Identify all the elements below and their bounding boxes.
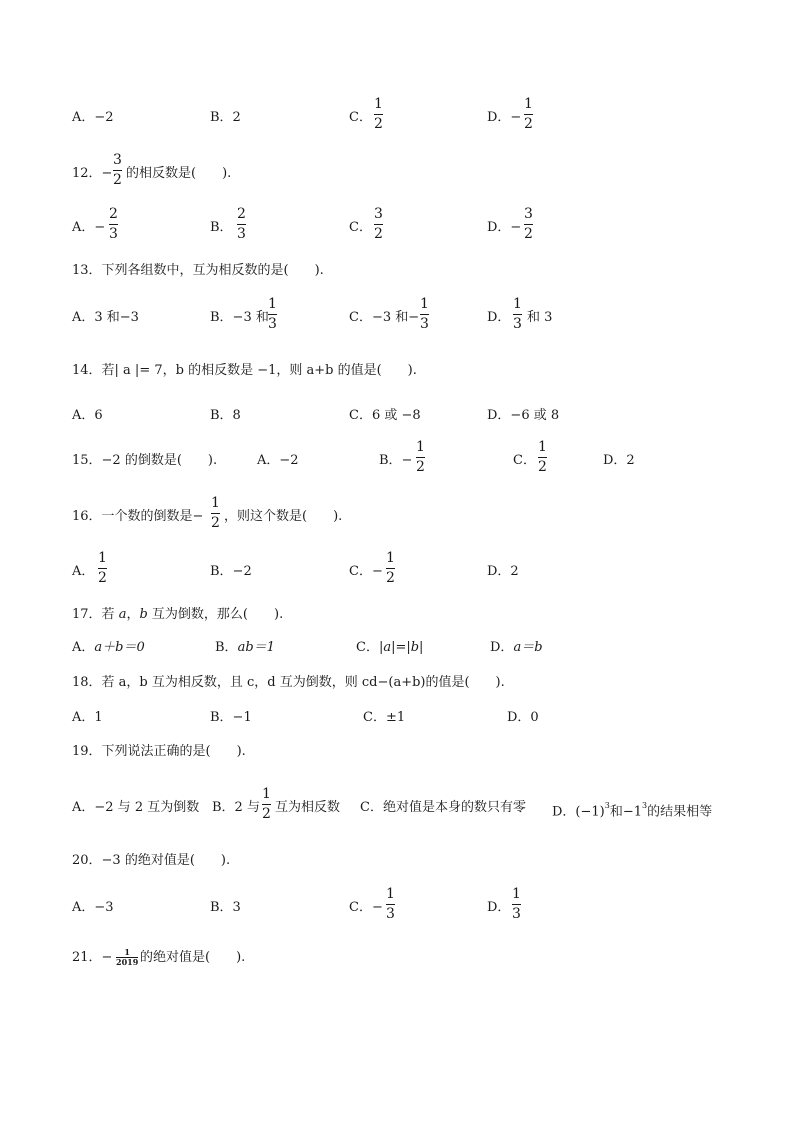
option-c: C．绝对值是本身的数只有零 <box>360 800 526 815</box>
question-number: 12．− <box>72 166 113 181</box>
question-text: 16．一个数的倒数是− <box>72 509 204 524</box>
option-b: B．8 <box>210 408 241 423</box>
q19-options <box>0 786 794 846</box>
fraction: 1 3 <box>512 886 521 922</box>
option-a: A．−2 <box>72 110 114 125</box>
q17-options <box>0 626 794 656</box>
option-d: D． <box>487 310 511 325</box>
q17-stem: 17．若 a，b 互为倒数，那么( ). <box>72 607 284 622</box>
fraction: 3 2 <box>524 206 533 242</box>
q21-stem <box>0 942 794 1002</box>
q14-stem: 14．若| a |= 7，b 的相反数是 −1，则 a+b 的值是( ). <box>72 363 417 378</box>
option-d: D．a＝b <box>490 640 543 655</box>
option-c: C． <box>349 110 372 125</box>
option-b: B．−2 <box>210 564 252 579</box>
q20-options <box>0 886 794 946</box>
option-c: C．|a|=|b| <box>356 640 424 655</box>
q14-options <box>0 394 794 424</box>
question-text: 的绝对值是( ). <box>140 950 246 965</box>
fraction: 2 3 <box>109 206 118 242</box>
option-b-tail: 互为相反数 <box>275 800 341 815</box>
option-b: B．−3 和 <box>210 310 269 325</box>
fraction: 1 2 <box>262 786 271 822</box>
option-c: C．±1 <box>363 710 406 725</box>
option-b: B．−1 <box>210 710 252 725</box>
fraction: 3 2 <box>113 152 122 188</box>
fraction: 1 2 <box>386 550 395 586</box>
option-a: A．−2 与 2 互为倒数 <box>72 800 200 815</box>
q12-options <box>0 206 794 266</box>
option-a: A．a＋b＝0 <box>72 640 145 655</box>
option-b: B．ab＝1 <box>215 640 275 655</box>
option-b: B．2 <box>210 110 241 125</box>
option-a: A．− <box>72 220 106 235</box>
fraction: 1 2 <box>416 439 425 475</box>
fraction: 1 3 <box>268 296 277 332</box>
question-text: ，则这个数是( ). <box>224 509 343 524</box>
option-b: B．3 <box>210 900 241 915</box>
q15-stem: 15．−2 的倒数是( ). <box>72 453 218 468</box>
fraction: 1 2019 <box>116 947 139 967</box>
option-a: A．−2 <box>257 453 299 468</box>
option-c: C．− <box>349 900 383 915</box>
q18-options <box>0 696 794 726</box>
option-a: A． <box>72 564 95 579</box>
option-b: B．− <box>379 453 413 468</box>
option-d: D．−6 或 8 <box>487 408 560 423</box>
option-a: A．3 和−3 <box>72 310 139 325</box>
option-c: C．6 或 −8 <box>349 408 421 423</box>
option-d-tail: 和 3 <box>527 310 553 325</box>
fraction: 2 3 <box>237 206 246 242</box>
q20-stem: 20．−3 的绝对值是( ). <box>72 853 231 868</box>
option-b: B．2 与 <box>212 800 260 815</box>
q11-options <box>0 96 794 156</box>
option-c: C． <box>349 220 372 235</box>
option-d: D． <box>487 900 511 915</box>
option-d: D．0 <box>507 710 539 725</box>
fraction: 1 2 <box>538 439 547 475</box>
option-d: D．− <box>487 110 522 125</box>
fraction: 1 2 <box>374 96 383 132</box>
option-c: C．− <box>349 564 383 579</box>
question-number: 21．− <box>72 950 113 965</box>
option-d: D．2 <box>603 453 635 468</box>
option-c: C．−3 和− <box>349 310 420 325</box>
option-d: D．− <box>487 220 522 235</box>
option-a: A．6 <box>72 408 103 423</box>
q15-line <box>0 439 794 499</box>
option-d: D．2 <box>487 564 519 579</box>
fraction: 1 3 <box>420 296 429 332</box>
option-a: A．1 <box>72 710 103 725</box>
option-a: A．−3 <box>72 900 114 915</box>
option-c: C． <box>513 453 536 468</box>
q19-stem: 19．下列说法正确的是( ). <box>72 744 246 759</box>
q18-stem: 18．若 a，b 互为相反数，且 c，d 互为倒数，则 cd−(a+b)的值是( ). <box>72 675 505 690</box>
q16-options <box>0 550 794 610</box>
fraction: 1 2 <box>524 96 533 132</box>
fraction: 3 2 <box>374 206 383 242</box>
fraction: 1 2 <box>211 495 220 531</box>
q12-stem <box>0 152 794 212</box>
q13-stem: 13．下列各组数中，互为相反数的是( ). <box>72 263 324 278</box>
fraction: 1 3 <box>386 886 395 922</box>
q13-options <box>0 296 794 356</box>
fraction: 1 2 <box>98 550 107 586</box>
option-d: D．$(-1)^3$和$-1^3$的结果相等 <box>552 801 713 820</box>
q16-stem <box>0 495 794 555</box>
fraction: 1 3 <box>513 296 522 332</box>
option-b: B． <box>210 220 233 235</box>
question-text: 的相反数是( ). <box>126 166 232 181</box>
